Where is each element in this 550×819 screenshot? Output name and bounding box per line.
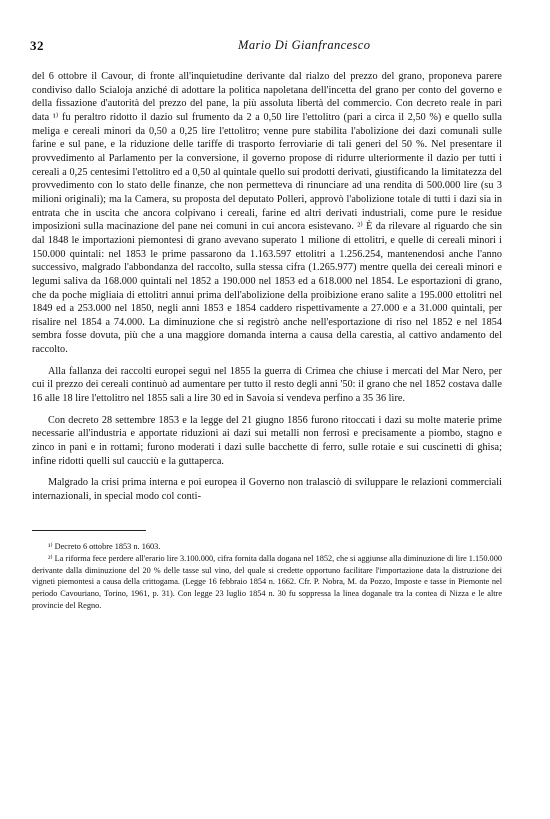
footnote-number: ²⁾: [48, 554, 53, 564]
running-head: [30, 38, 514, 58]
footnote: [32, 541, 502, 553]
footnotes: [32, 541, 502, 612]
footnote-separator: [32, 530, 146, 531]
paragraph: Con decreto 28 settembre 1853 e la legge del 21 giugno 1856 furono ritoccati i dazi su molte materie prime necessarie all'industria e apportate riduzioni ai dazi sui metalli non ferrosi e precisamente a piombo, stagno e zinco in pani e in rottami; furono moderati i dazi sulle bacchette di ferro, sulle rotaie e sui cuscinetti di ghisa; infine ridotti quelli sul caucciù e la guttaperca.: [32, 414, 502, 467]
paragraph: Malgrado la crisi prima interna e poi europea il Governo non tralasciò di sviluppare le relazioni commerciali internazionali, in special modo col conti-: [32, 477, 502, 503]
main-text: [32, 70, 502, 504]
running-title: Mario Di Gianfrancesco: [238, 38, 371, 52]
paragraph: Alla fallanza dei raccolti europei seguì nel 1855 la guerra di Crimea che chiuse i mercati del Mar Nero, per cui il prezzo dei cereali continuò ad aumentare per tutto il resto degli anni '50: il grano che nel 1852 costava dalle 16 alle 18 lire l'ettolitro nel 1855 salì a lire 30 ed in Savoia si vendeva perfino a 35 36 lire.: [32, 365, 502, 405]
footnote: [32, 553, 502, 611]
footnote-number: ¹⁾: [48, 541, 53, 551]
paragraph: del 6 ottobre il Cavour, di fronte all'inquietudine derivante dal rialzo del prezzo del grano, proponeva parere condiviso dallo Scialoja anziché di adottare la politica napoletana dell'incetta del grano per conto del governo e della fissazione d'autorità del prezzo del pane, la più assoluta libertà del commercio. Con decreto reale in pari data ¹⁾ fu peraltro ridotto il dazio sul frumento da 2 a 0,50 lire l'ettolitro (pari a circa il 2,50 %) e quello sulla meliga e cereali minori da 0,50 a 0,25 lire l'ettolitro; venne pure stabilita l'abolizione dei dazi comunali sulle farine e sul pane, e la riduzione delle tariffe di trasporto ferroviarie di tali generi del 50 %. Nel presentare il provvedimento al Parlamento per la conversione, il governo propose di ridurre ulteriormente il dazio per tutti i cereali a 0,25 centesimi l'ettolitro ed a 0,50 al quintale quello sui prodotti derivati, giustificando la limitatezza del provvedimento con lo stato delle finanze, che non permetteva di rinunciare ad una rendita di 500.000 lire (su 3 milioni originali); ma la Camera, su proposta del deputato Polleri, approvò l'abolizione totale di tutti i dazi sia in entrata che in uscita che ancora colpivano i cereali, farine ed altri derivati industriali, come pure le residue imposizioni sulla macinazione del pane nei comuni in cui ancora esistevano. ²⁾ È da rilevare al riguardo che sin dal 1848 le importazioni piemontesi di grano avevano superato 1 milione di ettolitri, e quelle di cereali minori i 150.000 quintali: nel 1853 le prime passarono da 1.163.597 ettolitri a 1.256.254, mantenendosi anche l'anno successivo, malgrado l'abbondanza del raccolto, sulla stessa cifra (1.265.977) mentre quella dei cereali minori e legumi saliva da 168.000 quintali nel 1852 a 190.000 nel 1853 ed a 618.000 nel 1854. Le esportazioni di grano, che da poche migliaia di ettolitri annui prima dell'abolizione della proibizione erano salite a 195.000 ettolitri nel 1849 ed a 253.000 nel 1850, negli anni 1853 e 1854 caddero rispettivamente a 27.000 e a 31.000 quintali, per risalire nel 1854 a 74.000. La diminuzione che si registrò anche nell'esportazione di riso nel 1852 e nel 1854 sembra fosse dovuta, più che a una maggiore domanda interna a causa della carestia, al cattivo andamento del raccolto.: [32, 71, 502, 356]
page-number: 32: [30, 38, 44, 53]
footnote-text: La riforma fece perdere all'erario lire 3.100.000, cifra fornita dalla dogana nel 1852, che si aggiunse alla diminuzione di lire 1.150.000 derivante dalla diminuzione del 20 % delle tasse sul vino, del quale si credette opportuno facilitare l'importazione data la distruzione dei vigneti piemontesi a causa della crittogama. (Legge 16 febbraio 1854 n. 1662. Cfr. P. Nobra, M. da Pozzo, Imposte e tasse in Piemonte nel periodo Cavouriano, Torino, 1961, p. 31). Con legge 23 luglio 1854 n. 30 fu soppressa la linea doganale tra la contea di Nizza e le altre provincie del Regno.: [32, 554, 502, 610]
footnote-text: Decreto 6 ottobre 1853 n. 1603.: [54, 541, 161, 551]
